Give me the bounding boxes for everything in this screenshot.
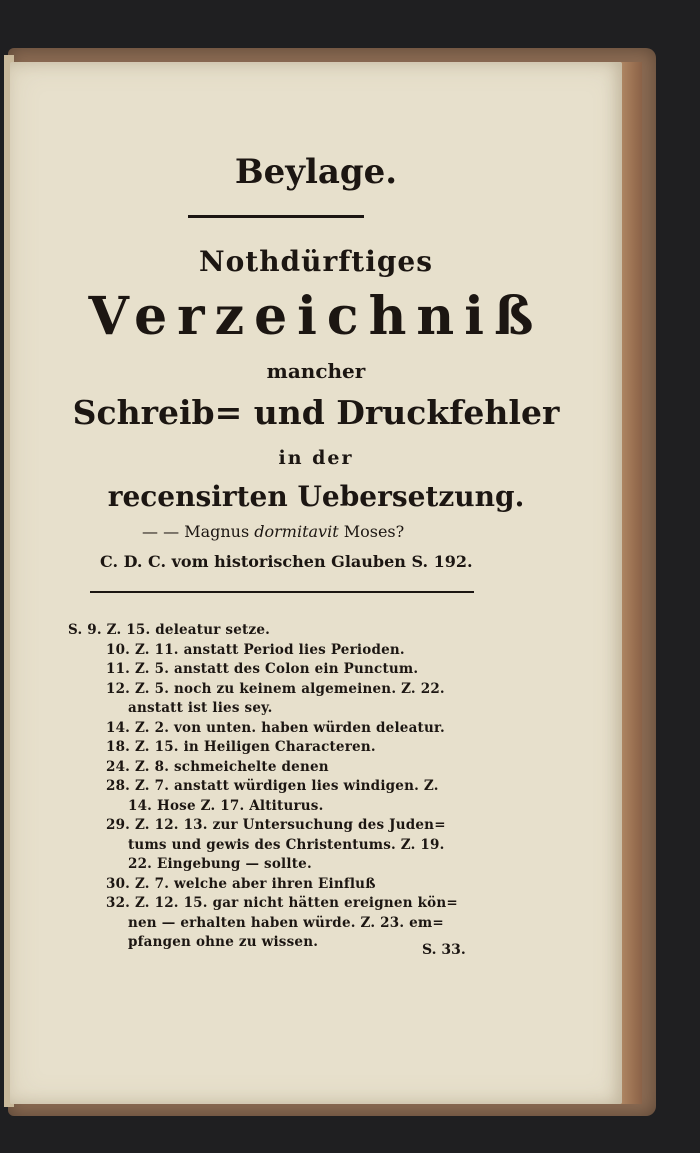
errata-line: 29. Z. 12. 13. zur Untersuchung des Juden= bbox=[106, 817, 446, 833]
errata-line: 28. Z. 7. anstatt würdigen lies windigen. Z. bbox=[106, 778, 439, 794]
title-line-3: mancher bbox=[266, 359, 366, 383]
errata-line: 24. Z. 8. schmeichelte denen bbox=[106, 758, 329, 775]
source-citation: C. D. C. vom historischen Glauben S. 192. bbox=[100, 552, 473, 571]
errata-line: 30. Z. 7. welche aber ihren Einfluß bbox=[106, 875, 376, 892]
errata-line: tums und gewis des Christentums. Z. 19. bbox=[128, 836, 445, 853]
title-line-1: Nothdürftiges bbox=[198, 245, 434, 278]
page bbox=[10, 62, 622, 1104]
errata-line: S. 9. Z. 15. deleatur setze. bbox=[68, 622, 271, 638]
errata-line: 12. Z. 5. noch zu keinem algemeinen. Z. 22. bbox=[106, 680, 445, 697]
title-line-2: Verzeichniß bbox=[88, 286, 544, 347]
errata-line: nen — erhalten haben würde. Z. 23. em= bbox=[128, 914, 444, 931]
errata-list bbox=[10, 62, 622, 1104]
errata-line: 22. Eingebung — sollte. bbox=[128, 856, 312, 872]
catchword: S. 33. bbox=[422, 942, 466, 958]
page-edge bbox=[620, 62, 642, 1104]
title-line-4: Schreib= und Druckfehler bbox=[72, 393, 560, 432]
motto-start: Magnus bbox=[184, 522, 250, 541]
errata-line: 10. Z. 11. anstatt Period lies Perioden. bbox=[106, 641, 405, 658]
errata-line: pfangen ohne zu wissen. bbox=[128, 934, 319, 950]
motto-dashes: — — bbox=[142, 522, 180, 541]
errata-line: 11. Z. 5. anstatt des Colon ein Punctum. bbox=[106, 661, 419, 677]
errata-line: 18. Z. 15. in Heiligen Characteren. bbox=[106, 739, 376, 755]
title-line-6: recensirten Uebersetzung. bbox=[107, 480, 525, 513]
motto-end: Moses? bbox=[343, 522, 405, 541]
errata-line: 32. Z. 12. 15. gar nicht hätten ereignen kön= bbox=[106, 895, 458, 911]
title-line-5: in der bbox=[278, 447, 354, 469]
errata-line: 14. Hose Z. 17. Altiturus. bbox=[128, 797, 324, 814]
heading: Beylage. bbox=[234, 152, 398, 192]
motto-italic: dormitavit bbox=[254, 522, 339, 541]
errata-line: anstatt ist lies sey. bbox=[128, 700, 273, 716]
errata-line: 14. Z. 2. von unten. haben würden deleatur. bbox=[106, 719, 445, 736]
